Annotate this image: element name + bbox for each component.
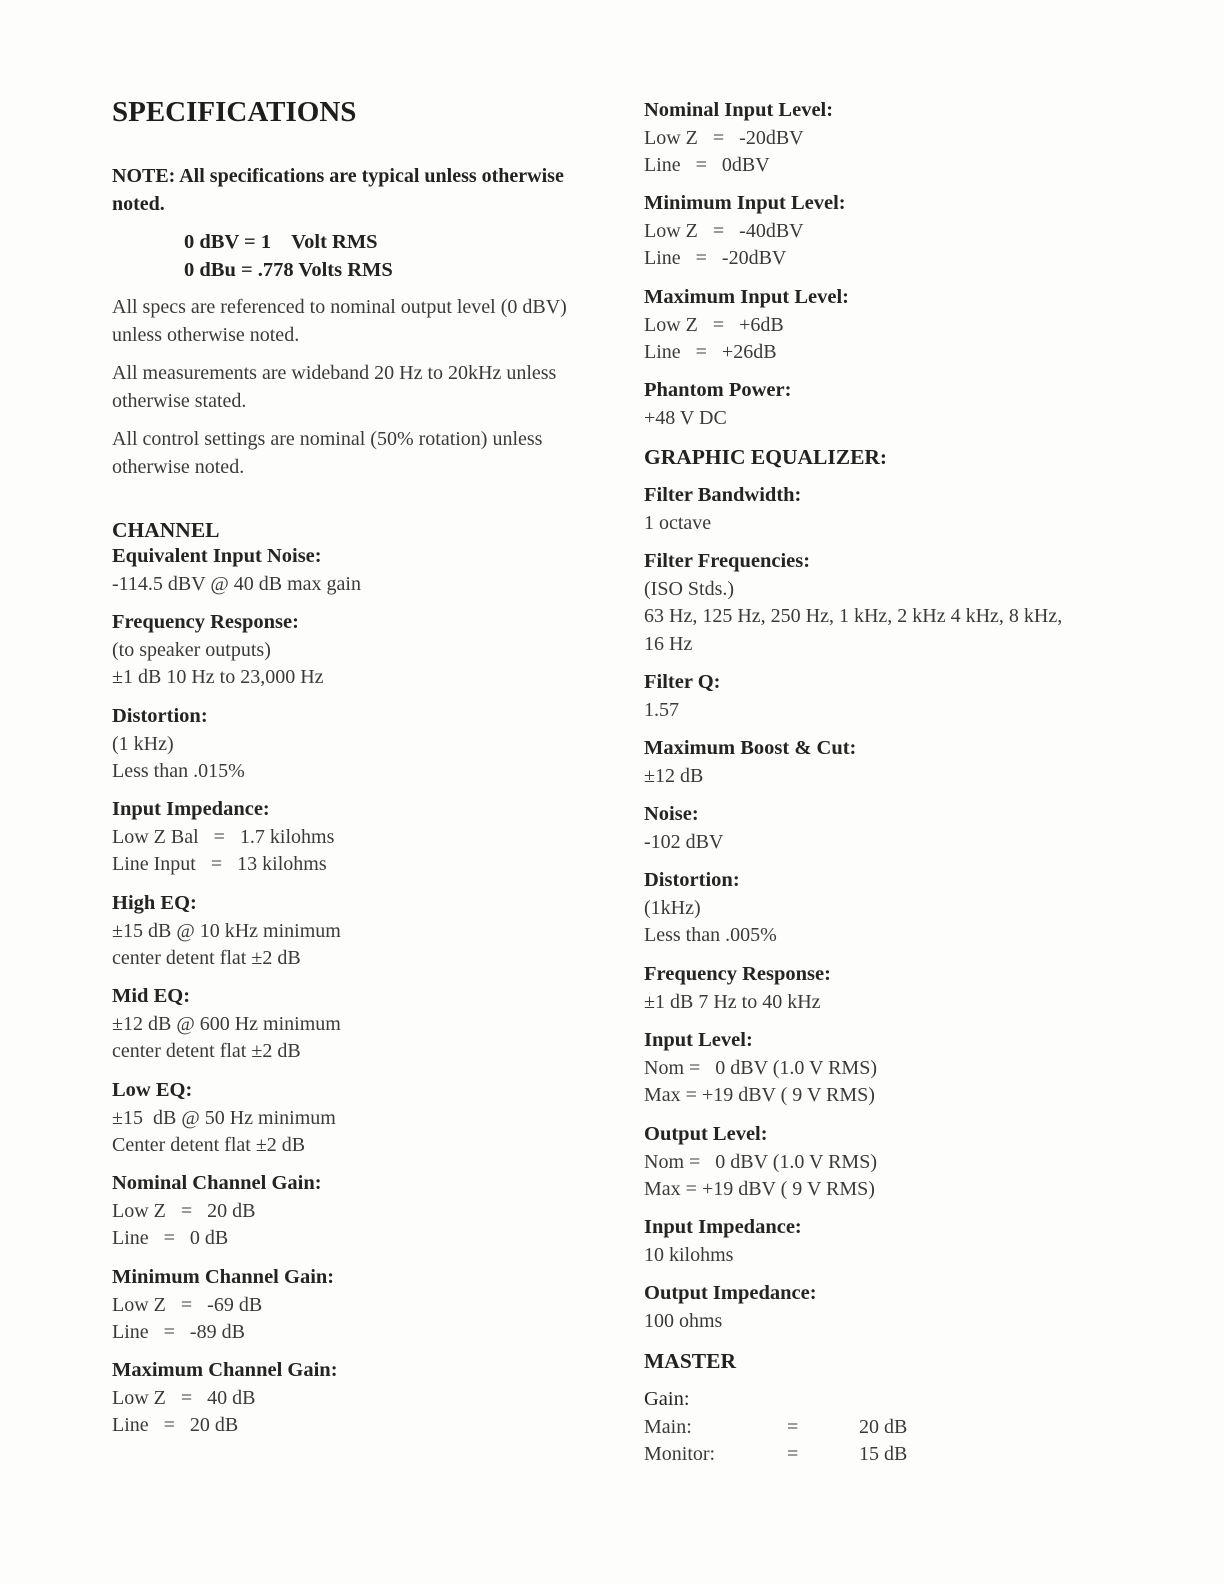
spec-label: Low EQ:: [112, 1079, 193, 1101]
spec-value: Max = +19 dBV ( 9 V RMS): [644, 1178, 875, 1200]
spec-value: Nom = 0 dBV (1.0 V RMS): [644, 1056, 877, 1079]
spec-value: ±15 dB @ 50 Hz minimum: [112, 1106, 336, 1129]
spec-value: (ISO Stds.): [644, 577, 735, 600]
spec-block: [112, 1264, 334, 1347]
spec-label: Input Impedance:: [112, 798, 270, 820]
gain-row-value: 20 dB: [859, 1415, 908, 1438]
spec-block: [644, 1280, 817, 1335]
spec-value: ±1 dB 7 Hz to 40 kHz: [644, 990, 821, 1013]
spec-block: [644, 669, 720, 724]
spec-label: Filter Frequencies:: [644, 550, 811, 572]
spec-block: [644, 548, 1062, 658]
spec-value: ±1 dB 10 Hz to 23,000 Hz: [112, 666, 324, 688]
spec-label: Maximum Boost & Cut:: [644, 737, 857, 759]
spec-block: [112, 983, 341, 1066]
spec-block: [112, 1357, 338, 1440]
spec-value: (to speaker outputs): [112, 638, 271, 661]
spec-block: [644, 867, 777, 950]
spec-label: Input Impedance:: [644, 1216, 802, 1238]
spec-label: Maximum Channel Gain:: [112, 1359, 338, 1381]
spec-value: 10 kilohms: [644, 1243, 734, 1266]
spec-block: [644, 1027, 877, 1110]
spec-value: Less than .005%: [644, 924, 777, 946]
spec-label: Frequency Response:: [112, 611, 299, 633]
spec-label: Equivalent Input Noise:: [112, 545, 322, 567]
spec-value: (1kHz): [644, 896, 701, 919]
spec-label: Filter Bandwidth:: [644, 484, 802, 506]
spec-label: Output Impedance:: [644, 1282, 817, 1304]
spec-value: 1 octave: [644, 511, 712, 534]
spec-value: Low Z = -69 dB: [112, 1293, 263, 1316]
spec-value: Line = 0dBV: [644, 154, 770, 176]
gain-row-main: [644, 1414, 944, 1442]
spec-value: -102 dBV: [644, 830, 724, 853]
spec-block: [644, 961, 831, 1016]
spec-block: [644, 801, 723, 856]
spec-value: (1 kHz): [112, 732, 174, 755]
spec-value: Max = +19 dBV ( 9 V RMS): [644, 1084, 875, 1106]
spec-label: Mid EQ:: [112, 985, 191, 1007]
spec-block: [112, 890, 341, 973]
channel-heading: CHANNEL: [112, 518, 220, 542]
gain-row-name: Monitor:: [644, 1443, 716, 1465]
gain-row-name: Main:: [644, 1415, 692, 1438]
spec-label: Distortion:: [112, 705, 208, 727]
spec-value: Line = 20 dB: [112, 1414, 239, 1436]
spec-value: ±12 dB: [644, 764, 704, 787]
geq-heading: GRAPHIC EQUALIZER:: [644, 445, 888, 469]
note: NOTE: All specifications are typical unless otherwise noted.: [112, 165, 564, 215]
spec-label: Maximum Input Level:: [644, 286, 849, 308]
spec-label: Phantom Power:: [644, 379, 792, 401]
spec-value: 16 Hz: [644, 632, 693, 655]
spec-value: Low Z = -40dBV: [644, 219, 804, 242]
spec-label: Output Level:: [644, 1123, 768, 1145]
gain-row-eq: =: [787, 1415, 799, 1438]
spec-value: Nom = 0 dBV (1.0 V RMS): [644, 1150, 877, 1173]
paragraph-measurements: All measurements are wideband 20 Hz to 20kHz unless otherwise stated.: [112, 362, 557, 412]
gain-row-monitor: [644, 1441, 944, 1469]
formula-dbu: 0 dBu = .778 Volts RMS: [184, 259, 393, 281]
gain-label: Gain:: [644, 1388, 690, 1410]
spec-value: Low Z = 20 dB: [112, 1199, 256, 1222]
spec-value: center detent flat ±2 dB: [112, 1040, 301, 1062]
spec-label: Frequency Response:: [644, 963, 831, 985]
spec-value: Low Z = 40 dB: [112, 1386, 256, 1409]
spec-label: Noise:: [644, 803, 699, 825]
spec-value: Line = 0 dB: [112, 1227, 229, 1249]
spec-value: ±15 dB @ 10 kHz minimum: [112, 919, 341, 942]
spec-value: +48 V DC: [644, 406, 727, 429]
master-gain: [644, 1386, 944, 1469]
spec-value: ±12 dB @ 600 Hz minimum: [112, 1012, 341, 1035]
spec-block: [644, 377, 791, 432]
spec-value: Low Z Bal = 1.7 kilohms: [112, 825, 335, 848]
spec-label: Filter Q:: [644, 671, 721, 693]
spec-block: [644, 1121, 877, 1204]
spec-block: [644, 1214, 802, 1269]
spec-value: Less than .015%: [112, 760, 245, 782]
spec-value: Line = -20dBV: [644, 247, 787, 269]
spec-value: center detent flat ±2 dB: [112, 947, 301, 969]
spec-block: [644, 735, 856, 790]
spec-label: Minimum Channel Gain:: [112, 1266, 335, 1288]
spec-label: Nominal Channel Gain:: [112, 1172, 322, 1194]
master-heading: MASTER: [644, 1349, 736, 1373]
spec-label: Input Level:: [644, 1029, 753, 1051]
spec-block: [112, 703, 245, 786]
spec-value: 63 Hz, 125 Hz, 250 Hz, 1 kHz, 2 kHz 4 kHz, 8 kHz,: [644, 605, 1063, 627]
spec-block: [112, 1170, 322, 1253]
gain-row-eq: =: [787, 1443, 799, 1465]
spec-block: [644, 190, 846, 273]
spec-value: Center detent flat ±2 dB: [112, 1134, 306, 1156]
spec-value: 100 ohms: [644, 1309, 723, 1332]
paragraph-controls: All control settings are nominal (50% rotation) unless otherwise noted.: [112, 428, 543, 478]
page-title: SPECIFICATIONS: [112, 96, 357, 128]
spec-value: -114.5 dBV @ 40 dB max gain: [112, 572, 361, 595]
spec-block: [644, 482, 801, 537]
paragraph-reference: All specs are referenced to nominal output level (0 dBV) unless otherwise noted.: [112, 296, 567, 346]
spec-block: [112, 543, 361, 598]
spec-label: Minimum Input Level:: [644, 192, 846, 214]
spec-value: Low Z = +6dB: [644, 313, 784, 336]
spec-block: [112, 1077, 336, 1160]
spec-block: [112, 796, 334, 879]
spec-block: [644, 97, 833, 180]
spec-label: Distortion:: [644, 869, 740, 891]
spec-value: Line = +26dB: [644, 341, 777, 363]
spec-value: 1.57: [644, 698, 679, 721]
spec-value: Line Input = 13 kilohms: [112, 853, 327, 875]
spec-label: Nominal Input Level:: [644, 99, 834, 121]
gain-row-value: 15 dB: [859, 1443, 908, 1465]
spec-value: Line = -89 dB: [112, 1321, 245, 1343]
spec-label: High EQ:: [112, 892, 197, 914]
spec-block: [644, 284, 849, 367]
spec-value: Low Z = -20dBV: [644, 126, 804, 149]
spec-block: [112, 609, 324, 692]
formula-dbv: 0 dBV = 1 Volt RMS: [184, 231, 378, 253]
formulas: [184, 228, 393, 284]
